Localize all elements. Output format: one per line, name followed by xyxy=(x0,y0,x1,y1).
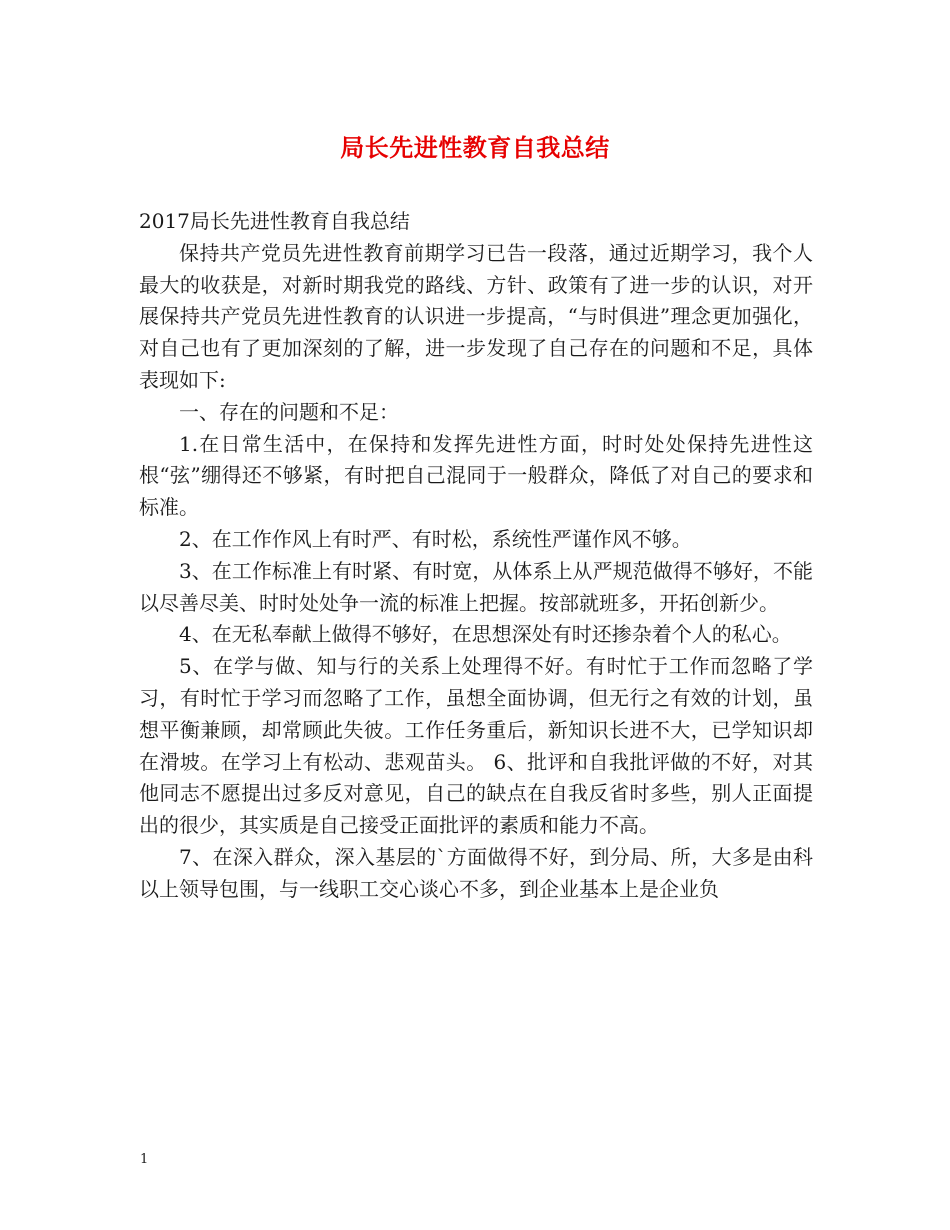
section-heading-problems: 一、存在的问题和不足： xyxy=(179,399,399,424)
page-number: 1 xyxy=(140,1152,149,1167)
paragraph-item-7: 7、在深入群众，深入基层的`方面做得不好，到分局、所，大多是由科以上领导包围，与一线职工交心谈心不多，到企业基本上是企业负 xyxy=(139,844,813,901)
document-body xyxy=(139,206,813,906)
paragraph-intro: 保持共产党员先进性教育前期学习已告一段落，通过近期学习，我个人最大的收获是，对新时期我党的路线、方针、政策有了进一步的认识，对开展保持共产党员先进性教育的认识进一步提高，“与时俱进”理念更加强化，对自己也有了更加深刻的了解，进一步发现了自己存在的问题和不足，具体表现如下: xyxy=(139,240,813,392)
paragraph-item-3: 3、在工作标准上有时紧、有时宽，从体系上从严规范做得不够好，不能以尽善尽美、时时处处争一流的标准上把握。按部就班多，开拓创新少。 xyxy=(139,558,813,615)
document-subtitle: 2017局长先进性教育自我总结 xyxy=(139,209,410,233)
paragraph-item-4: 4、在无私奉献上做得不够好，在思想深处有时还掺杂着个人的私心。 xyxy=(179,622,792,647)
paragraph-item-1: 1.在日常生活中，在保持和发挥先进性方面，时时处处保持先进性这根“弦”绷得还不够紧，有时把自己混同于一般群众，降低了对自己的要求和标准。 xyxy=(139,431,813,520)
paragraph-item-5-6: 5、在学与做、知与行的关系上处理得不好。有时忙于工作而忽略了学习，有时忙于学习而忽略了工作，虽想全面协调，但无行之有效的计划，虽想平衡兼顾，却常顾此失彼。工作任务重后，新知识长进不大，已学知识却在滑坡。在学习上有松动、悲观苗头。 6、批评和自我批评做的不好，对其他同志不愿提出过多反对意见，自己的缺点在自我反省时多些，别人正面提出的很少，其实质是自己接受正面批评的素质和能力不高。 xyxy=(139,654,813,838)
paragraph-item-2: 2、在工作作风上有时严、有时松，系统性严谨作风不够。 xyxy=(179,526,692,551)
document-title: 局长先进性教育自我总结 xyxy=(340,133,610,162)
